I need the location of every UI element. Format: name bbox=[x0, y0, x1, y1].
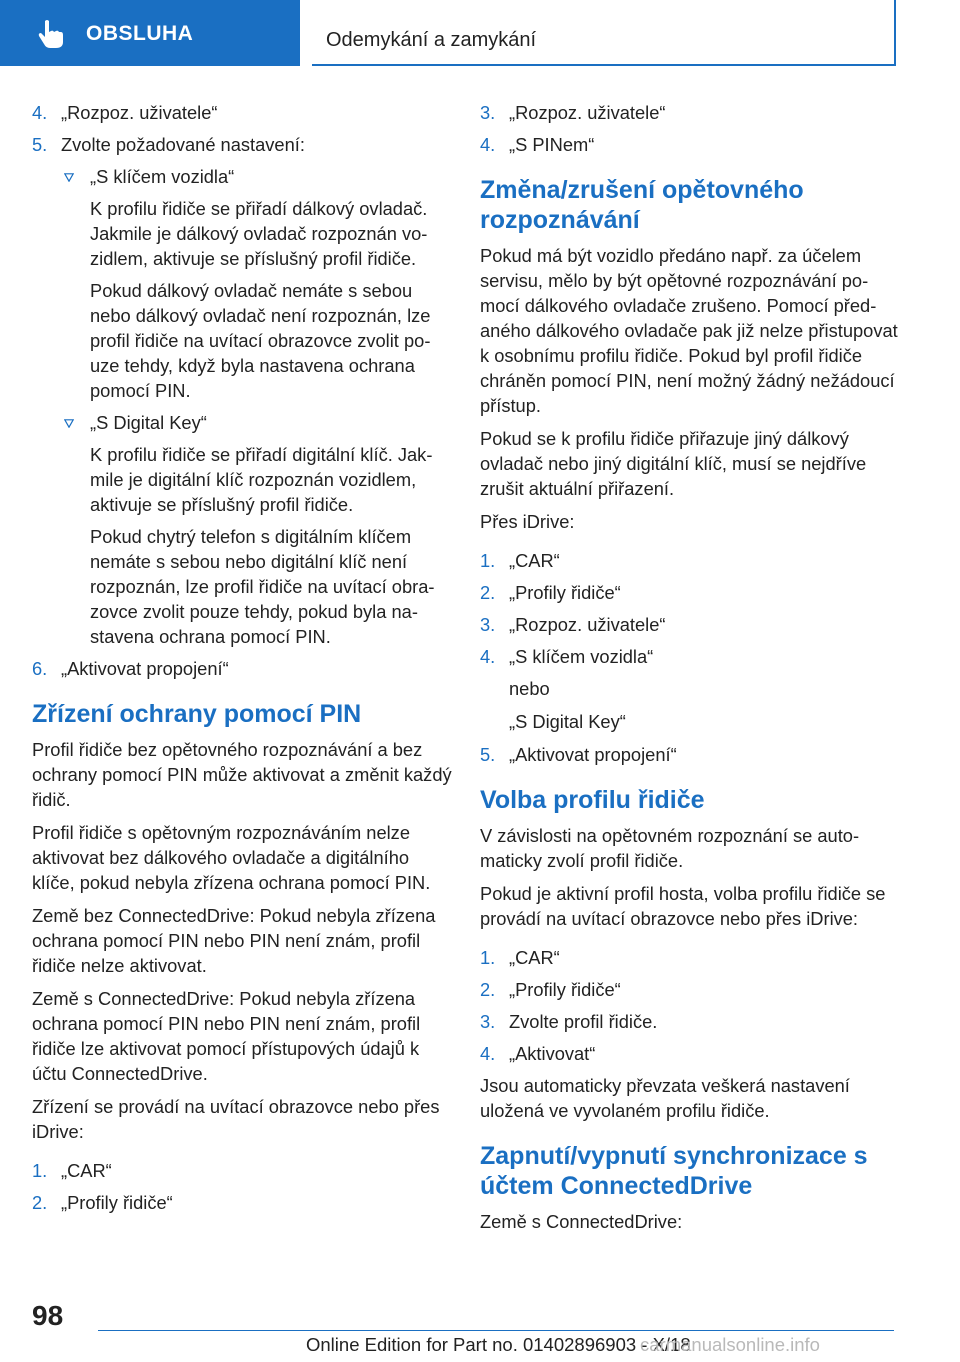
step-text: „CAR“ bbox=[509, 947, 560, 968]
hand-icon bbox=[36, 18, 66, 50]
step-number: 6. bbox=[32, 658, 48, 679]
step-number: 4. bbox=[32, 102, 48, 123]
section-tab bbox=[0, 0, 300, 66]
list-item bbox=[32, 1190, 452, 1215]
step-text: „Aktivovat propojení“ bbox=[61, 658, 229, 679]
sub-option-heading: „S klíčem vozidla“ bbox=[90, 166, 235, 187]
paragraph: Země s ConnectedDrive: Pokud nebyla zřízena ochrana pomocí PIN nebo PIN není znám, profil řidiče lze aktivovat pomocí přístupových údajů k účtu ConnectedDrive. bbox=[32, 988, 421, 1084]
alternative-option: „S Digital Key“ bbox=[509, 711, 626, 732]
step-number: 2. bbox=[32, 1192, 48, 1213]
paragraph: Pokud má být vozidlo předáno např. za účelem servisu, mělo by být opětovné rozpoznávání pomocí dálkového ovladače zrušeno. Pomocí předaného dálkového ovladače pak již nelze přistupovat k osobnímu profilu řidiče. Pokud byl profil řidiče chráněn pomocí PIN, není možný žádný nežádoucí přístup. bbox=[480, 245, 898, 416]
step-text: „CAR“ bbox=[61, 1160, 112, 1181]
paragraph: Země s ConnectedDrive: bbox=[480, 1211, 683, 1232]
list-item bbox=[480, 580, 900, 605]
list-item bbox=[480, 644, 900, 669]
triangle-bullet-icon bbox=[64, 173, 74, 182]
list-item bbox=[480, 1009, 900, 1034]
step-text: „Rozpoz. uživatele“ bbox=[509, 614, 666, 635]
watermark: carmanualsonline.info bbox=[640, 1334, 820, 1355]
paragraph: Pokud chytrý telefon s digitálním klíčem nemáte s sebou nebo digitální klíč není rozpoznán, lze profil řidiče na uvítací obrazovce zvolit pouze tehdy, pokud byla nastavena ochrana pomocí PIN. bbox=[90, 526, 435, 647]
list-item bbox=[480, 100, 900, 125]
section-heading: Zapnutí/vypnutí synchronizace s účtem ConnectedDrive bbox=[480, 1142, 868, 1200]
step-text: Zvolte profil řidiče. bbox=[509, 1011, 658, 1032]
step-text: „Aktivovat“ bbox=[509, 1043, 596, 1064]
step-number: 3. bbox=[480, 614, 496, 635]
paragraph: Jsou automaticky převzata veškerá nastavení uložená ve vyvolaném profilu řidiče. bbox=[480, 1075, 850, 1121]
paragraph: K profilu řidiče se přiřadí dálkový ovladač. Jakmile je dálkový ovladač rozpoznán vozidlem, aktivuje se příslušný profil řidiče. bbox=[90, 198, 428, 269]
left-column bbox=[32, 100, 452, 1222]
step-number: 3. bbox=[480, 1011, 496, 1032]
step-text: „Profily řidiče“ bbox=[509, 582, 621, 603]
paragraph: Profil řidiče s opětovným rozpoznáváním nelze aktivovat bez dálkového ovladače a digitálního klíče, pokud nebyla zřízena ochrana pomocí PIN. bbox=[32, 822, 431, 893]
list-item bbox=[32, 100, 452, 125]
list-item bbox=[480, 945, 900, 970]
section-heading: Volba profilu řidiče bbox=[480, 786, 705, 814]
alternative-or: nebo bbox=[509, 678, 550, 699]
paragraph: Pokud dálkový ovladač nemáte s sebou nebo dálkový ovladač není rozpoznán, lze profil řidiče na uvítací obrazovce zvolit pouze tehdy, když byla nastavena ochrana pomocí PIN. bbox=[90, 280, 431, 401]
section-title: OBSLUHA bbox=[86, 22, 194, 45]
step-text: „Profily řidiče“ bbox=[61, 1192, 173, 1213]
step-text: „S klíčem vozidla“ bbox=[509, 646, 654, 667]
step-number: 1. bbox=[480, 550, 496, 571]
step-number: 4. bbox=[480, 1043, 496, 1064]
step-number: 4. bbox=[480, 646, 496, 667]
list-item bbox=[480, 977, 900, 1002]
step-number: 2. bbox=[480, 582, 496, 603]
paragraph: Přes iDrive: bbox=[480, 511, 575, 532]
step-text: „CAR“ bbox=[509, 550, 560, 571]
sub-option-heading: „S Digital Key“ bbox=[90, 412, 207, 433]
paragraph: Zřízení se provádí na uvítací obrazovce nebo přes iDrive: bbox=[32, 1096, 440, 1142]
list-item bbox=[480, 132, 900, 157]
paragraph: Profil řidiče bez opětovného rozpoznávání a bez ochrany pomocí PIN může aktivovat a změnit každý řidič. bbox=[32, 739, 452, 810]
paragraph: K profilu řidiče se přiřadí digitální klíč. Jakmile je digitální klíč rozpoznán vozidlem, aktivuje se příslušný profil řidiče. bbox=[90, 444, 433, 515]
page-number: 98 bbox=[32, 1300, 64, 1331]
edition-note: Online Edition for Part no. 01402896903 - X/18 bbox=[306, 1334, 691, 1355]
chapter-title: Odemykání a zamykání bbox=[326, 29, 537, 51]
list-item bbox=[480, 612, 900, 637]
step-number: 4. bbox=[480, 134, 496, 155]
footer-divider bbox=[98, 1330, 894, 1331]
paragraph: Země bez ConnectedDrive: Pokud nebyla zřízena ochrana pomocí PIN nebo PIN není znám, profil řidiče nelze aktivovat. bbox=[32, 905, 436, 976]
step-number: 1. bbox=[32, 1160, 48, 1181]
step-number: 2. bbox=[480, 979, 496, 1000]
step-number: 5. bbox=[32, 134, 48, 155]
list-item bbox=[480, 1041, 900, 1066]
list-item bbox=[32, 132, 452, 157]
step-text: Zvolte požadované nastavení: bbox=[61, 134, 305, 155]
step-text: „S PINem“ bbox=[509, 134, 595, 155]
sub-option-digital bbox=[32, 410, 452, 649]
list-item bbox=[480, 742, 900, 767]
list-item bbox=[32, 656, 452, 681]
paragraph: Pokud se k profilu řidiče přiřazuje jiný dálkový ovladač nebo jiný digitální klíč, musí se nejdříve zrušit aktuální přiřazení. bbox=[480, 428, 867, 499]
sub-option-key bbox=[32, 164, 452, 403]
list-item bbox=[480, 548, 900, 573]
chapter-header bbox=[312, 0, 896, 66]
step-number: 5. bbox=[480, 744, 496, 765]
step-text: „Profily řidiče“ bbox=[509, 979, 621, 1000]
section-heading: Změna/zrušení opětovného rozpoznávání bbox=[480, 176, 804, 234]
step-text: „Rozpoz. uživatele“ bbox=[61, 102, 218, 123]
paragraph: Pokud je aktivní profil hosta, volba profilu řidiče se provádí na uvítací obrazovce nebo přes iDrive: bbox=[480, 883, 886, 929]
step-text: „Rozpoz. uživatele“ bbox=[509, 102, 666, 123]
paragraph: V závislosti na opětovném rozpoznání se automaticky zvolí profil řidiče. bbox=[480, 825, 860, 871]
triangle-bullet-icon bbox=[64, 419, 74, 428]
step-number: 1. bbox=[480, 947, 496, 968]
section-heading: Zřízení ochrany pomocí PIN bbox=[32, 700, 362, 728]
step-text: „Aktivovat propojení“ bbox=[509, 744, 677, 765]
list-item bbox=[32, 1158, 452, 1183]
step-number: 3. bbox=[480, 102, 496, 123]
right-column bbox=[480, 100, 900, 1242]
